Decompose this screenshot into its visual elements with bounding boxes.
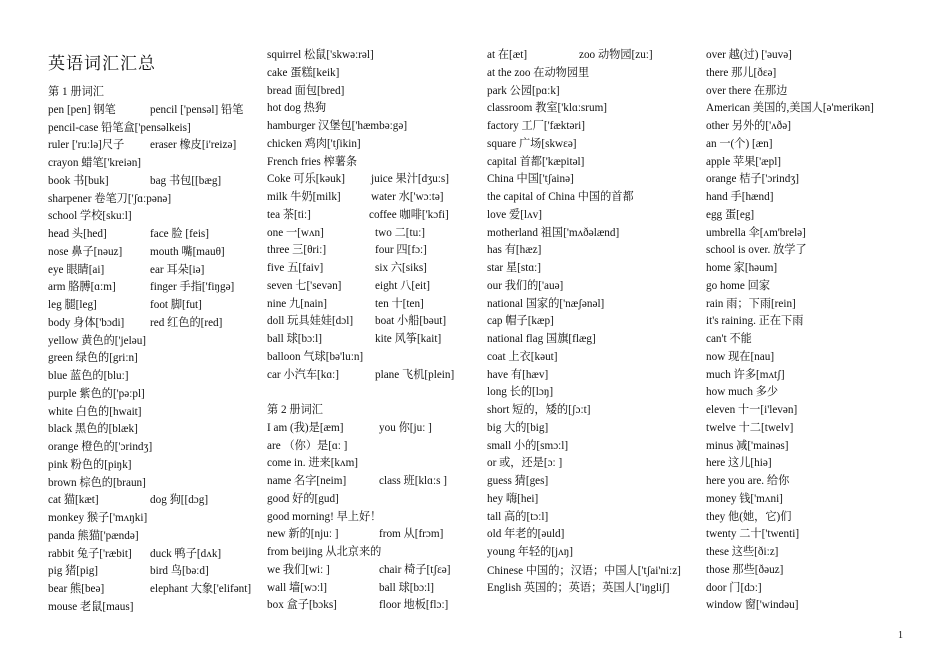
document-title: 英语词汇汇总 [48,54,156,73]
vocab-term: face 脸 [feis] [150,228,210,240]
book-1-heading: 第 1 册词汇 [48,86,104,98]
vocab-entry: big 大的[big] [487,421,549,434]
vocab-term: ear 耳朵[iə] [150,263,205,276]
vocab-term: from 从[frɔm] [379,528,444,541]
vocab-entry [48,262,260,280]
vocab-term: bag 书包[[bæg] [150,174,222,187]
vocab-entry: at the zoo 在动物园里 [487,66,590,79]
vocab-term: water 水['wɔːtə] [371,191,444,203]
vocab-entry [267,562,479,580]
vocab-term: name 名字[neim] [267,475,347,487]
vocab-entry: eleven 十一[i'levən] [706,404,798,416]
vocab-entry: they 他(她，它)们 [706,510,792,523]
vocab-term: floor 地板[flɔː] [379,599,449,612]
vocab-entry: American 美国的,美国人[ə'merikən] [706,102,874,115]
vocab-term: nine 九[nain] [267,297,327,310]
vocab-list-1 [48,102,260,617]
vocab-entry: China 中国['tʃainə] [487,173,574,186]
vocab-entry [48,546,260,564]
vocab-entry: window 窗['windəu] [706,599,799,612]
vocab-entry [267,296,479,314]
vocab-entry: motherland 祖国['mʌðəlænd] [487,226,620,239]
book-2-heading: 第 2 册词汇 [267,404,323,416]
vocab-term: eye 眼睛[ai] [48,263,105,276]
vocab-term: one 一[wʌn] [267,226,324,239]
vocab-entry: good morning! 早上好！ [267,510,382,523]
vocab-term: pen [pen] 钢笔 [48,103,116,116]
vocab-term: elephant 大象['elifənt] [150,583,252,595]
vocab-term: wall 墙[wɔːl] [267,581,327,594]
vocab-term: bird 鸟[bəːd] [150,565,209,578]
vocab-entry [48,244,260,262]
vocab-entry [48,563,260,581]
column-3 [487,47,702,598]
vocab-entry: chicken 鸡肉['tʃikin] [267,137,361,150]
vocab-entry [48,173,260,191]
vocab-entry: school 学校[skuːl] [48,210,132,223]
vocab-entry: here 这儿[hiə] [706,457,772,470]
vocab-entry: go home 回家 [706,279,771,292]
vocab-term: arm 胳膊[ɑːm] [48,281,116,294]
vocab-entry [48,102,260,120]
vocab-entry [267,207,479,225]
vocab-entry: national flag 国旗[flæg] [487,333,596,345]
vocab-entry: bread 面包[bred] [267,84,345,97]
vocab-entry: green 绿色的[griːn] [48,352,138,365]
vocab-entry: other 另外的['ʌðə] [706,120,791,132]
vocab-list-4 [706,47,941,615]
vocab-term: bear 熊[beə] [48,583,105,595]
vocab-entry: love 爱[lʌv] [487,208,542,221]
vocab-entry [48,581,260,599]
vocab-term: nose 鼻子[nəuz] [48,245,123,258]
vocab-term: at 在[æt] [487,49,528,61]
vocab-entry: orange 橙色的['ɔrindʒ] [48,441,153,453]
vocab-entry: much 许多[mʌtʃ] [706,368,785,381]
vocab-entry: French fries 榨薯条 [267,155,358,168]
vocab-term: you 你[juː ] [379,421,432,434]
vocab-entry: cap 帽子[kæp] [487,315,554,328]
vocab-entry: over 越(过) ['əuvə] [706,49,792,61]
vocab-entry: or 或，还是[ɔː ] [487,457,563,470]
vocab-term: finger 手指['fiŋgə] [150,281,235,294]
vocab-entry: panda 熊猫['pændə] [48,529,139,542]
vocab-term: eight 八[eit] [375,279,430,292]
vocab-entry: now 现在[nau] [706,350,775,363]
vocab-entry [267,526,479,544]
vocab-entry: hot dog 热狗 [267,102,327,115]
vocab-entry: an 一(个) [æn] [706,137,773,150]
vocab-entry: factory 工厂['fæktəri] [487,120,586,132]
vocab-entry: pencil-case 铅笔盒['pensəlkeis] [48,121,191,134]
vocab-entry [267,473,479,491]
vocab-entry [267,225,479,243]
vocab-entry: here you are. 给你 [706,475,790,487]
vocab-entry: cake 蛋糕[keik] [267,66,340,79]
vocab-term: tea 茶[tiː] [267,208,311,221]
vocab-term: five 五[faiv] [267,262,324,274]
vocab-entry: rain 雨；下雨[rein] [706,297,796,310]
column-2 [267,47,479,615]
vocab-term: plane 飞机[plein] [375,368,455,381]
vocab-entry [48,279,260,297]
vocab-entry: brown 棕色的[braun] [48,476,146,489]
vocab-term: class 班[klɑːs ] [379,475,447,487]
vocab-term: red 红色的[red] [150,316,223,329]
vocab-entry: door 门[dɔː] [706,581,762,594]
vocab-entry: crayon 蜡笔['kreiən] [48,157,142,169]
vocab-entry: pink 粉色的[piŋk] [48,458,132,471]
vocab-term: pig 猪[pig] [48,565,99,578]
vocab-list-3 [487,47,702,598]
vocab-list-2b [267,420,479,615]
vocab-entry: star 星[stɑː] [487,262,542,274]
vocab-entry: from beijing 从北京来的 [267,546,382,558]
vocab-entry: mouse 老鼠[maus] [48,600,134,613]
vocab-entry: those 那些[ðəuz] [706,563,784,576]
vocab-term: new 新的[njuː ] [267,528,339,541]
page-number: 1 [898,630,903,641]
vocab-entry: has 有[hæz] [487,244,542,257]
vocab-entry: are （你）是[ɑː ] [267,439,348,452]
vocab-entry [267,597,479,615]
vocab-term: juice 果汁[dʒuːs] [371,173,449,186]
vocab-entry [267,367,479,385]
vocab-entry: orange 桔子['ɔrindʒ] [706,173,800,186]
vocab-term: two 二[tuː] [375,226,426,239]
vocab-entry: white 白色的[hwait] [48,405,142,418]
vocab-entry: monkey 猴子['mʌŋki] [48,512,148,524]
vocab-term: ten 十[ten] [375,297,424,310]
vocab-entry [267,171,479,189]
vocab-entry: classroom 教室['klɑːsrum] [487,102,608,115]
vocab-entry: twenty 二十['twenti] [706,528,800,541]
vocab-entry: squirrel 松鼠['skwəːrəl] [267,49,374,61]
vocab-entry: can't 不能 [706,333,752,345]
vocab-term: chair 椅子[tʃεə] [379,563,451,576]
vocab-term: seven 七['sevən] [267,279,342,292]
vocab-entry [267,331,479,349]
vocab-term: head 头[hed] [48,228,107,240]
vocab-entry: short 短的，矮的[ʃɔːt] [487,404,591,416]
vocab-entry: home 家[həum] [706,262,778,274]
vocab-entry: good 好的[gud] [267,492,339,505]
vocab-term: zoo 动物园[zuː] [579,49,653,61]
vocab-term: book 书[buk] [48,174,109,187]
vocab-term: rabbit 兔子['ræbit] [48,547,132,560]
vocab-entry [48,297,260,315]
vocab-entry: English 英国的；英语；英国人['iŋgliʃ] [487,581,670,594]
vocab-term: box 盒子[bɔks] [267,599,337,612]
vocab-entry [267,278,479,296]
vocab-term: we 我们[wiː ] [267,563,330,576]
vocab-term: car 小汽车[kɑː] [267,368,340,381]
vocab-entry: hey 嗨[hei] [487,492,539,505]
vocab-entry: blue 蓝色的[bluː] [48,370,129,382]
vocab-term: three 三[θriː] [267,244,327,257]
vocab-entry: guess 猜[ges] [487,475,549,487]
vocab-term: ball 球[bɔːl] [379,581,434,594]
vocab-entry: square 广场[skwεə] [487,137,577,150]
vocab-term: ruler ['ruːlə]尺子 [48,139,125,152]
spacer [267,384,479,402]
vocab-entry: minus 减['mainəs] [706,439,789,452]
vocab-entry: egg 蛋[eg] [706,208,755,221]
vocab-entry: apple 苹果['æpl] [706,155,782,168]
vocab-entry: long 长的[lɔŋ] [487,386,554,399]
vocab-entry: black 黑色的[blæk] [48,423,138,436]
vocab-entry: it's raining. 正在下雨 [706,315,804,328]
vocab-entry: young 年轻的[jʌŋ] [487,546,574,558]
vocab-entry [487,47,702,65]
vocab-list-2a [267,47,479,384]
vocab-entry: come in. 进来[kʌm] [267,457,359,470]
column-4 [706,47,941,615]
vocab-entry: hamburger 汉堡包['hæmbəːgə] [267,120,408,132]
vocab-entry [48,492,260,510]
vocab-term: body 身体['bɔdi] [48,316,125,329]
vocab-entry: tall 高的[tɔːl] [487,510,549,523]
vocab-entry: small 小的[smɔːl] [487,439,569,452]
vocab-entry: sharpener 卷笔刀['ʃɑːpənə] [48,192,172,205]
vocab-term: mouth 嘴[mauθ] [150,245,225,258]
vocab-term: milk 牛奶[milk] [267,191,341,203]
vocab-entry [267,420,479,438]
column-1 [48,47,260,617]
vocab-term: kite 风筝[kait] [375,333,442,345]
vocab-term: doll 玩具娃娃[dɔl] [267,315,354,328]
vocab-entry [267,260,479,278]
vocab-entry: have 有[hæv] [487,368,549,381]
vocab-entry: purple 紫色的['pəːpl] [48,387,145,400]
vocab-entry [267,313,479,331]
vocab-term: duck 鸭子[dʌk] [150,547,222,560]
vocab-entry: capital 首都['kæpitəl] [487,155,585,168]
vocab-entry: yellow 黄色的['jeləu] [48,334,147,347]
vocab-term: cat 猫[kæt] [48,494,99,507]
vocab-entry: umbrella 伞[ʌm'brelə] [706,226,806,239]
vocab-entry [48,315,260,333]
vocab-term: coffee 咖啡['kɔfi] [369,208,449,221]
vocab-term: leg 腿[leg] [48,299,97,311]
vocab-term: four 四[fɔː] [375,244,427,257]
vocab-entry [267,580,479,598]
vocab-entry: Chinese 中国的；汉语；中国人['tʃai'niːz] [487,564,681,577]
vocab-entry [48,226,260,244]
vocab-entry: school is over. 放学了 [706,244,807,257]
vocab-entry: coat 上衣[kəut] [487,350,558,363]
vocab-term: Coke 可乐[kəuk] [267,173,345,186]
vocab-entry [48,137,260,155]
vocab-entry: these 这些[ðiːz] [706,546,779,558]
vocab-entry [267,189,479,207]
vocab-entry: how much 多少 [706,386,779,399]
vocab-term: foot 脚[fut] [150,299,202,311]
vocab-entry: money 钱['mʌni] [706,492,783,505]
vocab-entry [267,242,479,260]
vocab-term: I am (我)是[æm] [267,421,344,434]
vocab-entry: balloon 气球[bə'luːn] [267,350,364,363]
vocab-term: six 六[siks] [375,262,427,274]
vocab-entry: park 公园[pɑːk] [487,84,560,97]
vocab-entry: over there 在那边 [706,84,788,97]
vocab-term: pencil ['pensəl] 铅笔 [150,103,244,116]
vocab-entry: there 那儿[ðεə] [706,66,777,79]
vocab-term: ball 球[bɔːl] [267,333,322,345]
vocab-entry: old 年老的[əuld] [487,528,565,541]
vocab-entry: hand 手[hænd] [706,191,774,203]
vocab-term: boat 小船[bəut] [375,315,447,328]
vocab-entry: the capital of China 中国的首都 [487,191,634,203]
vocab-entry: twelve 十二[twelv] [706,421,794,434]
vocab-entry: national 国家的['næʃənəl] [487,297,605,310]
vocab-term: eraser 橡皮[i'reizə] [150,139,237,152]
vocab-term: dog 狗[[dɔg] [150,494,209,507]
vocab-entry: our 我们的['auə] [487,279,564,292]
